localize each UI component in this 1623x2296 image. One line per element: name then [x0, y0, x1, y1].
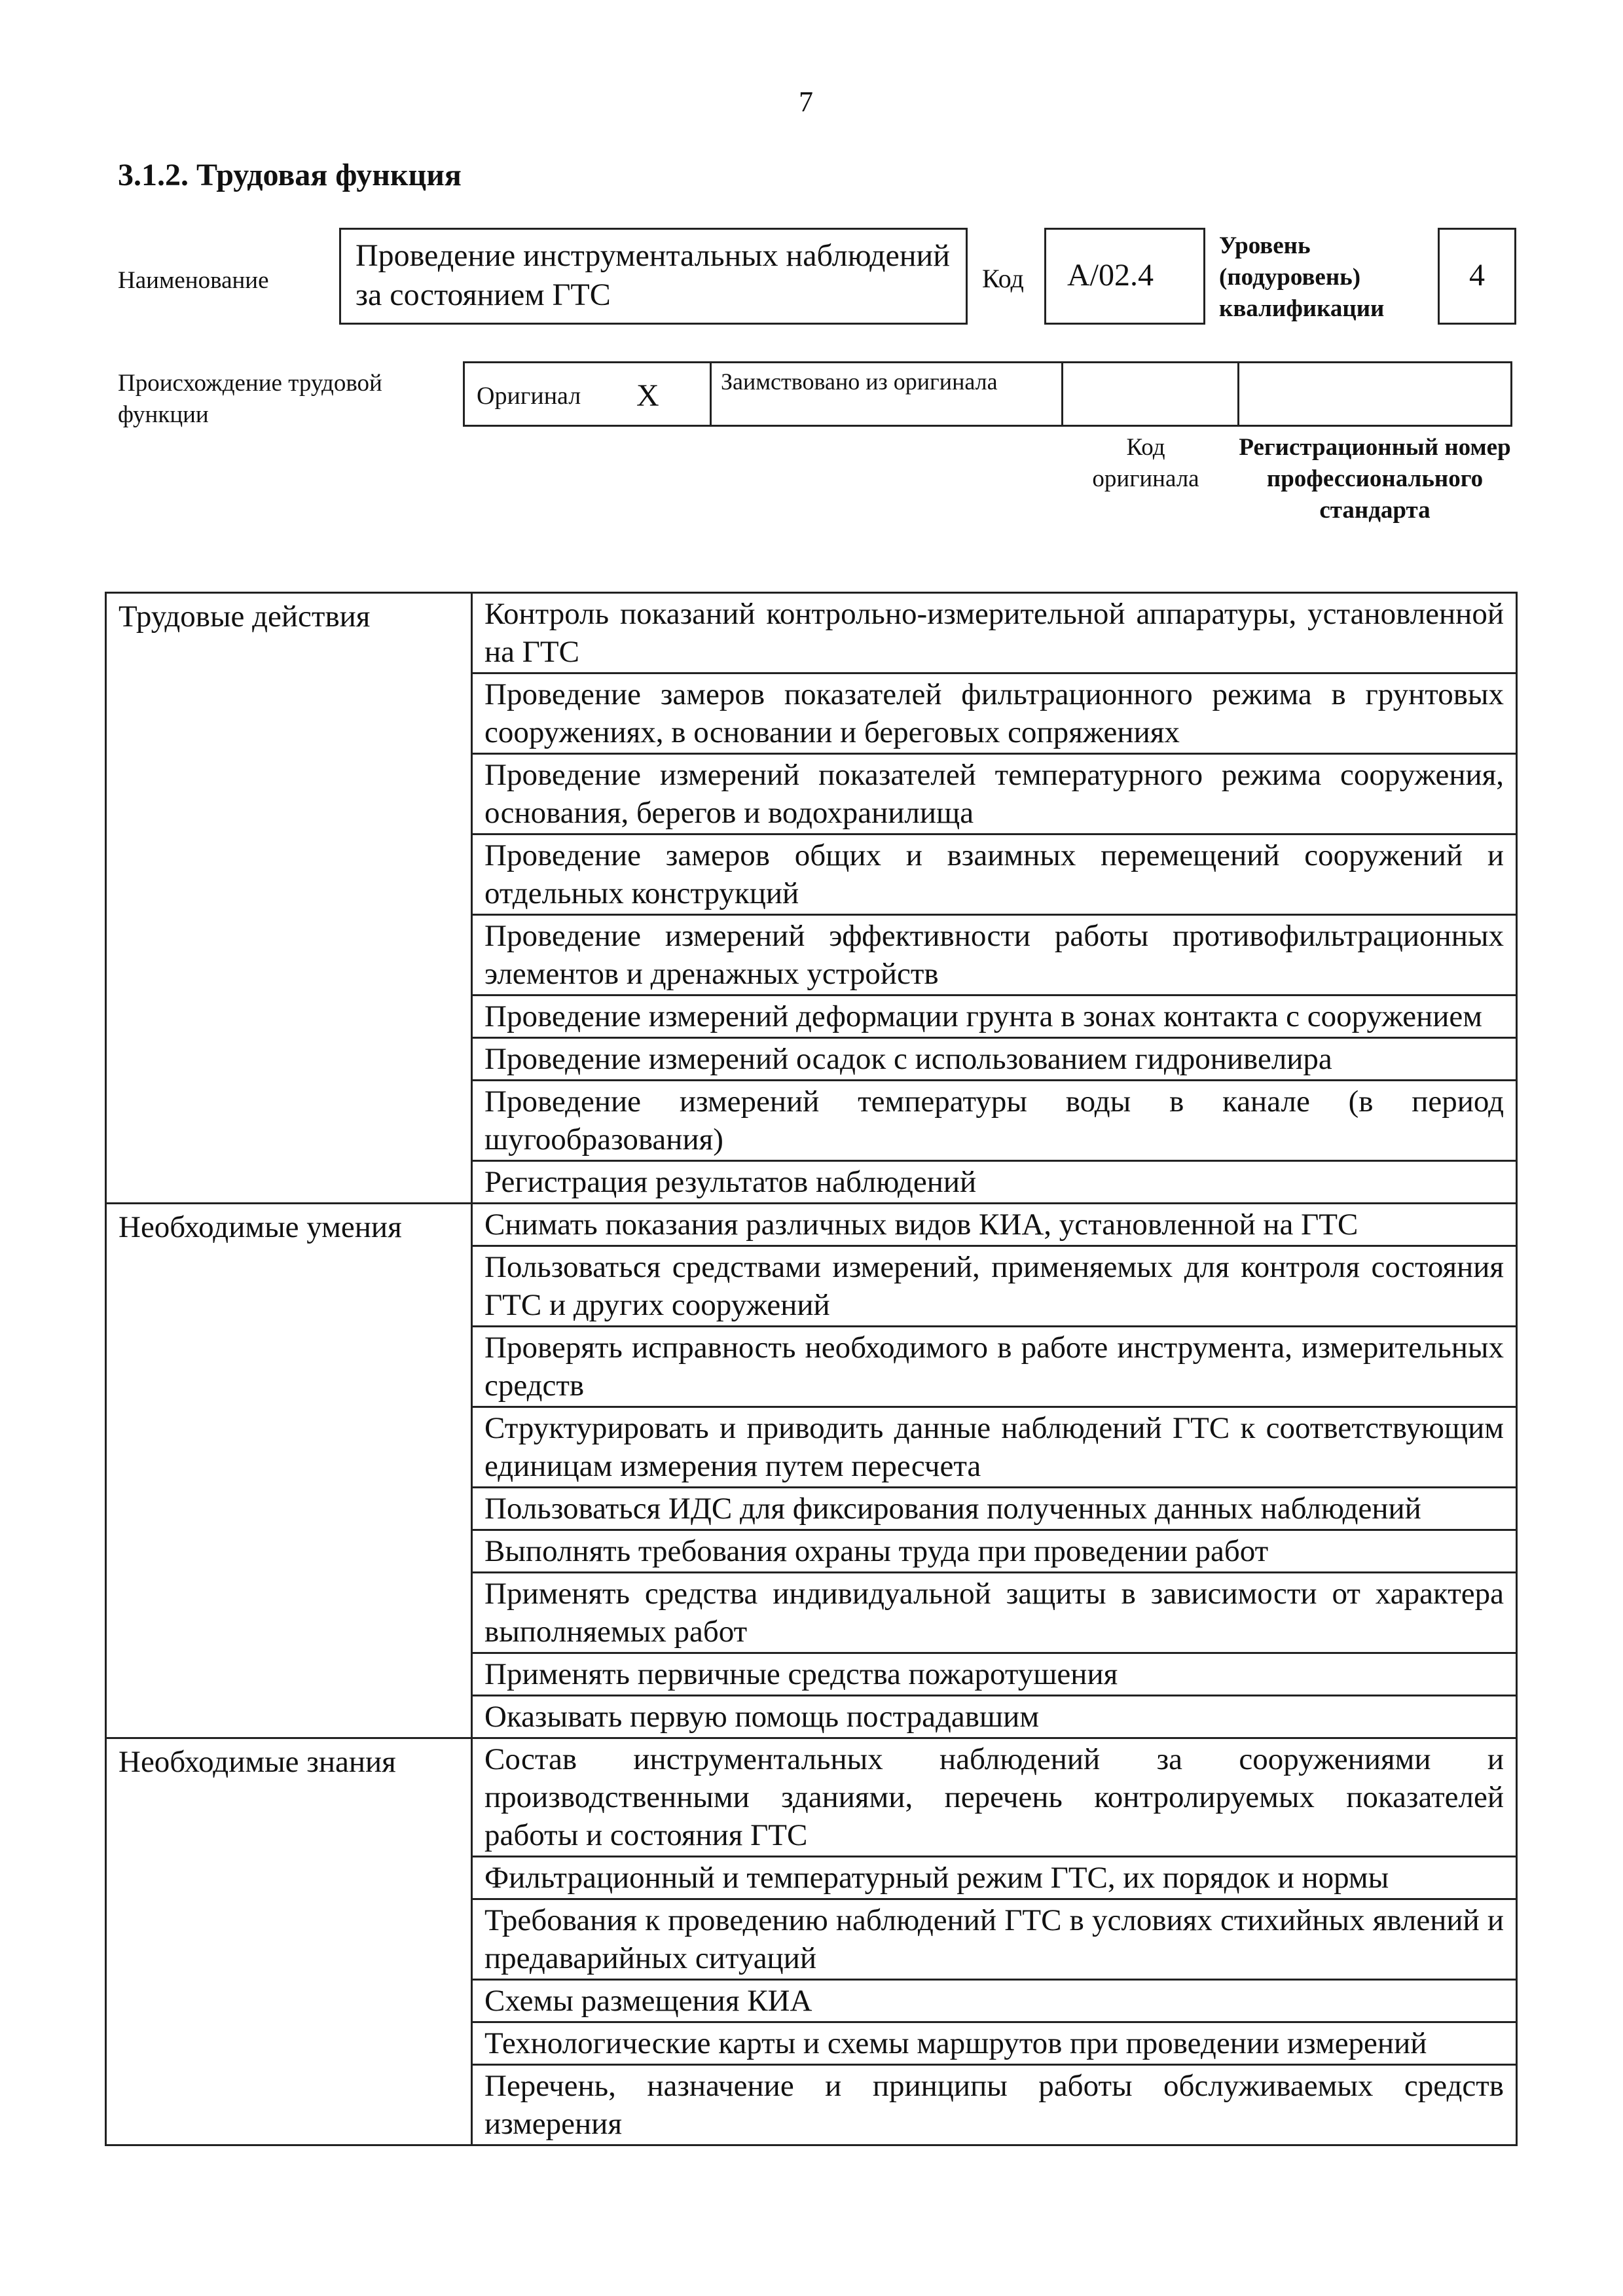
table-item-cell: Проведение измерений температуры воды в канале (в период шугообразования) — [472, 1081, 1517, 1161]
table-item-cell: Применять средства индивидуальной защиты в зависимости от характера выполняемых работ — [472, 1573, 1517, 1653]
code-label: Код — [982, 264, 1024, 293]
category-cell-knowledge: Необходимые знания — [106, 1738, 472, 2145]
function-code-box: А/02.4 — [1044, 228, 1205, 325]
table-item-cell: Технологические карты и схемы маршрутов при проведении измерений — [472, 2022, 1517, 2065]
table-item-cell: Проведение измерений эффективности работы противофильтрационных элементов и дренажных устройств — [472, 915, 1517, 996]
original-cell — [463, 361, 712, 427]
table-item-cell: Контроль показаний контрольно-измерительной аппаратуры, установленной на ГТС — [472, 593, 1517, 673]
table-item-cell: Проверять исправность необходимого в работе инструмента, измерительных средств — [472, 1327, 1517, 1407]
table-item-cell: Схемы размещения КИА — [472, 1980, 1517, 2022]
table-item-cell: Проведение измерений показателей температурного режима сооружения, основания, берегов и водохранилища — [472, 754, 1517, 834]
table-item-cell: Применять первичные средства пожаротушения — [472, 1653, 1517, 1696]
section-title: 3.1.2. Трудовая функция — [118, 158, 462, 192]
original-code-cell — [1061, 361, 1239, 427]
borrowed-label: Заимствовано из оригинала — [721, 368, 998, 395]
registration-number-caption: Регистрационный номер профессионального стандарта — [1239, 434, 1511, 524]
table-item-cell: Выполнять требования охраны труда при проведении работ — [472, 1530, 1517, 1573]
function-name-box: Проведение инструментальных наблюдений за состоянием ГТС — [339, 228, 968, 325]
table-item-cell: Проведение замеров общих и взаимных перемещений сооружений и отдельных конструкций — [472, 834, 1517, 915]
qualification-level-box: 4 — [1438, 228, 1516, 325]
page-number: 7 — [799, 86, 813, 118]
table-row — [106, 593, 1517, 673]
borrowed-cell — [710, 361, 1063, 427]
name-label: Наименование — [118, 267, 269, 294]
table-item-cell: Проведение измерений осадок с использованием гидронивелира — [472, 1038, 1517, 1081]
table-item-cell: Снимать показания различных видов КИА, установленной на ГТС — [472, 1204, 1517, 1246]
original-mark: X — [636, 378, 659, 413]
table-item-cell: Структурировать и приводить данные наблюдений ГТС к соответствующим единицам измерения путем пересчета — [472, 1407, 1517, 1488]
table-item-cell: Проведение замеров показателей фильтрационного режима в грунтовых сооружениях, в основании и береговых сопряжениях — [472, 673, 1517, 754]
table-item-cell: Регистрация результатов наблюдений — [472, 1161, 1517, 1204]
table-item-cell: Пользоваться ИДС для фиксирования полученных данных наблюдений — [472, 1488, 1517, 1530]
category-cell-skills: Необходимые умения — [106, 1204, 472, 1738]
table-item-cell: Фильтрационный и температурный режим ГТС, их порядок и нормы — [472, 1857, 1517, 1899]
labor-function-table — [105, 592, 1518, 2146]
category-cell-labor-actions: Трудовые действия — [106, 593, 472, 1204]
table-item-cell: Оказывать первую помощь пострадавшим — [472, 1696, 1517, 1738]
table-body — [106, 593, 1517, 2145]
table-item-cell: Пользоваться средствами измерений, применяемых для контроля состояния ГТС и других сооружений — [472, 1246, 1517, 1327]
table-item-cell: Проведение измерений деформации грунта в зонах контакта с сооружением — [472, 996, 1517, 1038]
table-row — [106, 1204, 1517, 1246]
origin-row — [465, 361, 1516, 427]
qualification-level-label: Уровень (подуровень) квалификации — [1219, 232, 1385, 322]
table-item-cell: Состав инструментальных наблюдений за сооружениями и производственными зданиями, перечень контролируемых показателей работы и состояния ГТС — [472, 1738, 1517, 1857]
original-label: Оригинал — [477, 382, 581, 410]
origin-label: Происхождение трудовой функции — [118, 370, 382, 428]
registration-number-cell — [1237, 361, 1512, 427]
original-code-caption: Код оригинала — [1092, 434, 1199, 492]
table-row — [106, 1738, 1517, 1857]
table-item-cell: Перечень, назначение и принципы работы обслуживаемых средств измерения — [472, 2065, 1517, 2145]
table-item-cell: Требования к проведению наблюдений ГТС в условиях стихийных явлений и предаварийных ситуаций — [472, 1899, 1517, 1980]
